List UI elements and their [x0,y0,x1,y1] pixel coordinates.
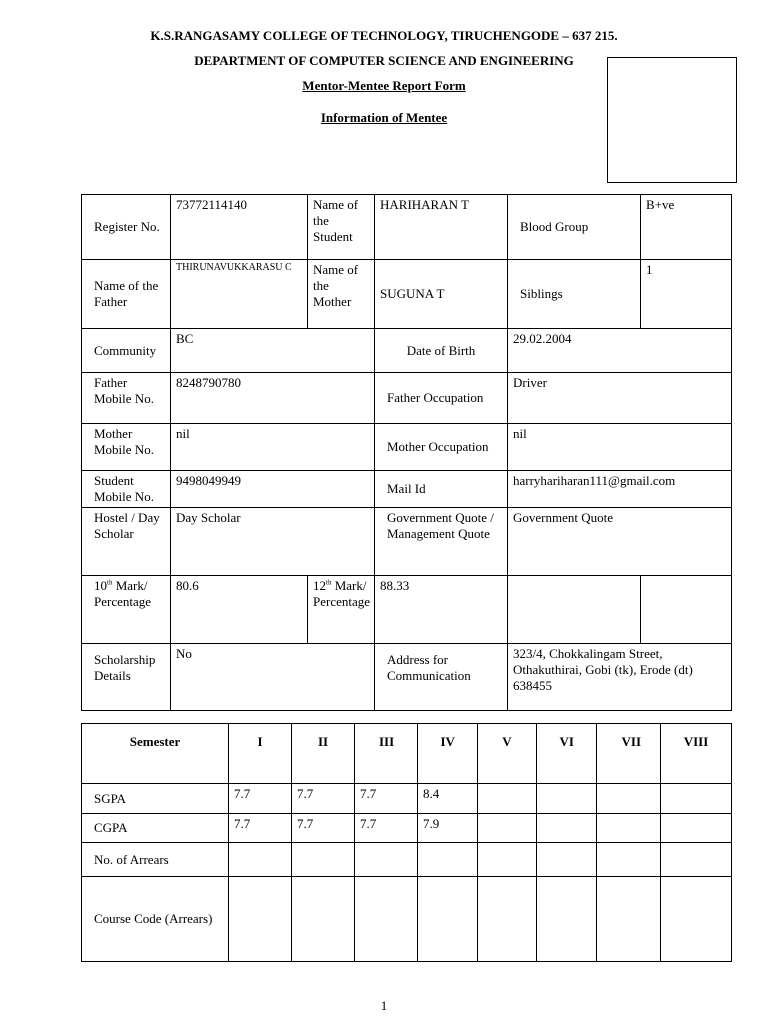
arrears-cell [418,843,478,877]
student-mobile-label: Student Mobile No. [82,471,171,508]
twelfth-label [308,576,375,644]
scholarship-label: Scholarship Details [82,644,171,711]
cgpa-label: CGPA [82,814,229,843]
course-code-cell [292,877,355,962]
arrears-cell [292,843,355,877]
course-code-cell [597,877,661,962]
father-name-label: Name of the Father [82,260,171,329]
blood-group-label: Blood Group [508,195,641,260]
course-code-cell [661,877,732,962]
course-code-label: Course Code (Arrears) [82,877,229,962]
marks-empty-2 [641,576,732,644]
address-value: 323/4, Chokkalingam Street, Othakuthirai, Gobi (tk), Erode (dt) 638455 [508,644,732,711]
student-mobile-value: 9498049949 [171,471,375,508]
arrears-cell [597,843,661,877]
arrears-label: No. of Arrears [82,843,229,877]
cgpa-cell [478,814,537,843]
sem-head-7 [597,724,661,784]
quota-value: Government Quote [508,508,732,576]
sem-head-1-text: I [257,734,263,749]
arrears-cell [229,843,292,877]
arrears-cell [661,843,732,877]
dob-value: 29.02.2004 [508,329,732,373]
mail-label: Mail Id [375,471,508,508]
arrears-row [82,843,732,877]
course-code-cell [537,877,597,962]
cgpa-cell: 7.9 [418,814,478,843]
form-title: Mentor-Mentee Report Form [302,78,466,93]
arrears-cell [478,843,537,877]
tenth-label-num: 10 [94,578,107,593]
address-label: Address for Communication [375,644,508,711]
cgpa-cell: 7.7 [229,814,292,843]
sem-head-7-text: VII [621,734,642,749]
sgpa-cell: 7.7 [292,784,355,814]
hostel-label: Hostel / Day Scholar [82,508,171,576]
sgpa-cell [537,784,597,814]
college-name: K.S.RANGASAMY COLLEGE OF TECHNOLOGY, TIRUCHENGODE – 637 215. [150,28,618,43]
tenth-label-sup: th [107,578,113,587]
sgpa-cell [478,784,537,814]
course-code-row [82,877,732,962]
section-title: Information of Mentee [320,110,448,125]
row-student-contact [82,471,732,508]
sem-head-4 [418,724,478,784]
mentee-info-table [81,194,732,711]
blood-group-value: B+ve [641,195,732,260]
community-value: BC [171,329,375,373]
course-code-cell [355,877,418,962]
sem-head-5 [478,724,537,784]
tenth-label-rest: Mark/ Percentage [94,578,152,609]
twelfth-label-rest: Mark/ Percentage [313,578,371,609]
cgpa-cell: 7.7 [292,814,355,843]
mother-occupation-value: nil [508,424,732,471]
row-scholarship [82,644,732,711]
sgpa-cell: 8.4 [418,784,478,814]
father-name-value: THIRUNAVUKKARASU C [171,260,308,329]
row-parents [82,260,732,329]
arrears-cell [537,843,597,877]
sgpa-row [82,784,732,814]
arrears-cell [355,843,418,877]
sem-head-3-text: III [379,734,395,749]
mother-mobile-label: Mother Mobile No. [82,424,171,471]
sem-head-8: VIII [661,724,732,784]
cgpa-cell [597,814,661,843]
tenth-label [82,576,171,644]
row-community [82,329,732,373]
student-name-label: Name of the Student [308,195,375,260]
scholarship-value: No [171,644,375,711]
course-code-cell [418,877,478,962]
twelfth-value: 88.33 [375,576,508,644]
cgpa-cell [537,814,597,843]
mother-name-label: Name of the Mother [308,260,375,329]
row-marks [82,576,732,644]
father-occupation-label: Father Occupation [375,373,508,424]
register-no-label: Register No. [82,195,171,260]
mother-name-value: SUGUNA T [375,260,508,329]
twelfth-label-sup: th [326,578,332,587]
department-name: DEPARTMENT OF COMPUTER SCIENCE AND ENGINEERING [194,53,574,68]
twelfth-label-num: 12 [313,578,326,593]
sem-head-6-text: VI [559,734,574,749]
course-code-cell [229,877,292,962]
semester-header-label: Semester [82,724,229,784]
sgpa-cell [661,784,732,814]
hostel-value: Day Scholar [171,508,375,576]
student-name-value: HARIHARAN T [375,195,508,260]
father-occupation-value: Driver [508,373,732,424]
sem-head-4-text: IV [440,734,455,749]
tenth-value: 80.6 [171,576,308,644]
row-mother-contact [82,424,732,471]
sgpa-cell [597,784,661,814]
sem-head-3 [355,724,418,784]
cgpa-cell: 7.7 [355,814,418,843]
siblings-value: 1 [641,260,732,329]
mail-value: harryhariharan111@gmail.com [508,471,732,508]
sgpa-cell: 7.7 [229,784,292,814]
mother-mobile-value: nil [171,424,375,471]
dob-label: Date of Birth [375,329,508,373]
community-label: Community [82,329,171,373]
register-no-value: 73772114140 [171,195,308,260]
page-number: 1 [380,998,388,1013]
row-register [82,195,732,260]
quota-label: Government Quote / Management Quote [375,508,508,576]
semester-table [81,723,732,962]
sem-head-2-text: II [317,734,329,749]
father-mobile-value: 8248790780 [171,373,375,424]
mother-occupation-label: Mother Occupation [375,424,508,471]
row-hostel-quota [82,508,732,576]
row-father-contact [82,373,732,424]
sem-head-6 [537,724,597,784]
marks-empty-1 [508,576,641,644]
course-code-cell [478,877,537,962]
sem-head-1 [229,724,292,784]
father-mobile-label: Father Mobile No. [82,373,171,424]
siblings-label: Siblings [508,260,641,329]
photo-box [607,57,737,183]
semester-header-row [82,724,732,784]
sgpa-cell: 7.7 [355,784,418,814]
cgpa-row [82,814,732,843]
sem-head-5-text: V [502,734,512,749]
cgpa-cell [661,814,732,843]
sem-head-2 [292,724,355,784]
sgpa-label: SGPA [82,784,229,814]
